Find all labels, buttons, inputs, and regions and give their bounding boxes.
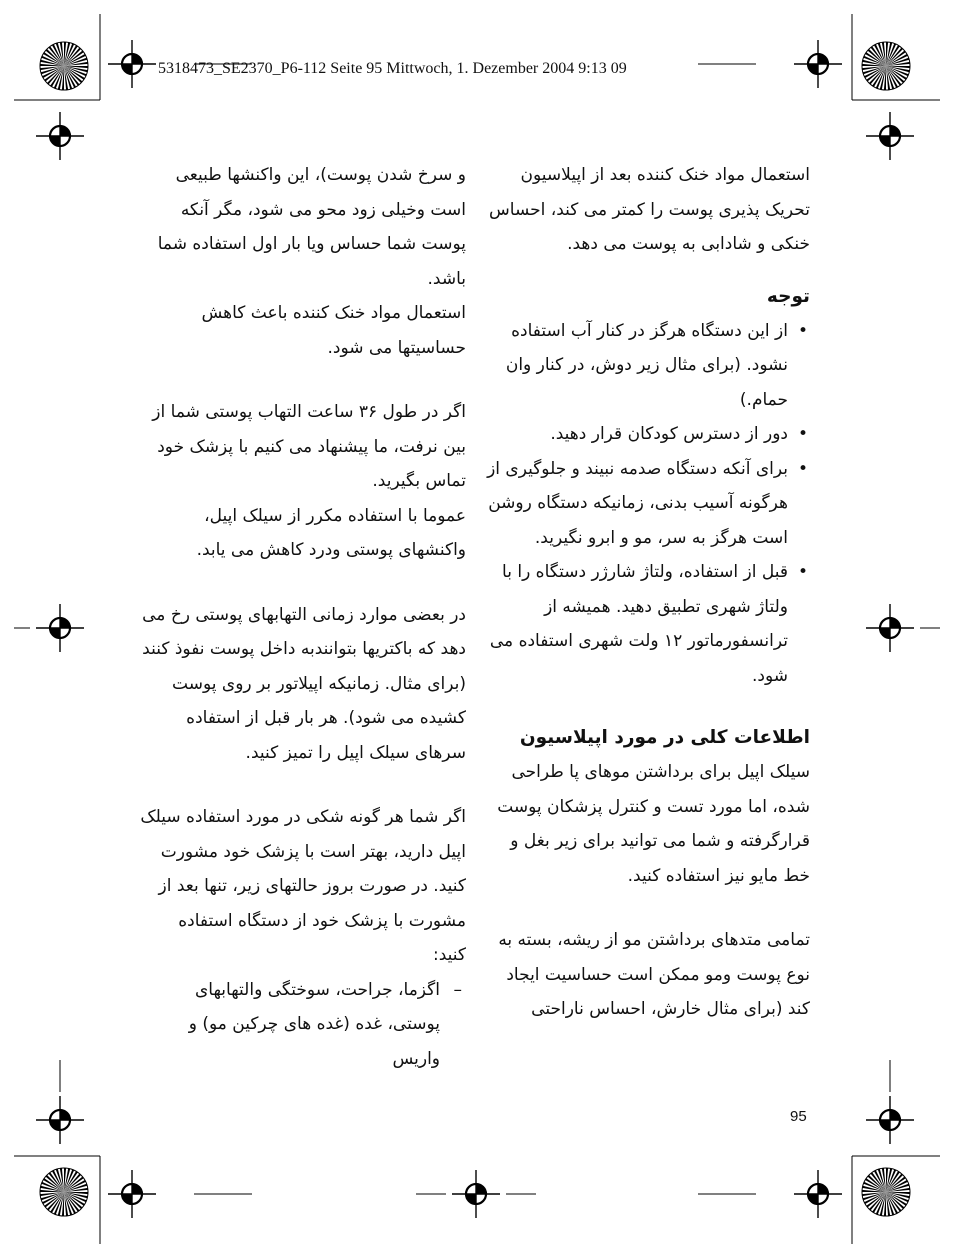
registration-mark-right-mid [866, 604, 914, 652]
body-paragraph: در بعضی موارد زمانی التهابهای پوستی رخ می دهد که باکتریها بتوانندبه داخل پوست نفوذ کنند (برای مثال. زمانیکه اپیلاتور بر روی پوست کشیده می شود). هر بار قبل از استفاده سرهای سیلک اپیل را تمیز کنید. [142, 604, 466, 763]
registration-mark-left-top [36, 112, 84, 160]
registration-mark-bottom-1 [108, 1170, 156, 1218]
contraindication-dash-list [140, 973, 466, 1077]
registration-mark-left-mid [36, 604, 84, 652]
body-paragraph: استعمال مواد خنک کننده باعث کاهش حساسیتها می شود. [201, 303, 466, 358]
body-paragraph: اگر در طول ۳۶ ساعت التهاب پوستی شما از بین نرفت، ما پیشنهاد می کنیم با پزشک خود تماس بگیرید. [152, 402, 466, 491]
body-paragraph: و سرخ شدن پوست)، این واکنشها طبیعی است وخیلی زود محو می شود، مگر آنکه پوست شما حساس ویا بار اول استفاده شما باشد. [157, 165, 466, 289]
notice-bullet-item: • دور از دسترس کودکان قرار دهید. [484, 417, 810, 452]
registration-mark-top-2 [794, 40, 842, 88]
starburst-mark-bottom-right [862, 1168, 910, 1216]
dash-list-item: – اگزما، جراحت، سوختگی والتهابهای پوستی، غده (غده های چرکین مو) و واریس [140, 973, 466, 1077]
registration-mark-bottom-center [452, 1170, 500, 1218]
starburst-mark-top-right [862, 42, 910, 90]
left-column [140, 158, 466, 1076]
general-info-paragraph: سیلک اپیل برای برداشتن موهای پا طراحی شده، اما مورد تست و کنترل پزشکان پوست قرارگرفته و شما می توانید برای زیر بغل و خط مایو نیز استفاده کنید. [497, 762, 810, 886]
starburst-mark-top-left [40, 42, 88, 90]
notice-bullet-item: • از این دستگاه هرگز در کنار آب استفاده نشود. (برای مثال زیر دوش، در کنار وان حمام.) [484, 314, 810, 418]
general-info-heading: اطلاعات کلی در مورد اپیلاسیون [519, 727, 810, 748]
registration-mark-top-1 [108, 40, 156, 88]
right-column [484, 158, 810, 1027]
notice-bullet-list [484, 314, 810, 694]
body-paragraph: اگر شما هر گونه شکی در مورد استفاده سیلک اپیل دارید، بهتر است با پزشک خود مشورت کنید. در صورت بروز حالتهای زیر، تنها بعد از مشورت با پزشک خود از دستگاه استفاده کنید: [140, 807, 466, 965]
notice-bullet-item: • برای آنکه دستگاه صدمه نبیند و جلوگیری از هرگونه آسیب بدنی، زمانیکه دستگاه روشن است هرگز به سر، مو و ابرو نگیرید. [484, 452, 810, 556]
cooling-intro-paragraph: استعمال مواد خنک کننده بعد از اپیلاسیون تحریک پذیری پوست را کمتر می کند، احساس خنکی و شادابی به پوست می دهد. [489, 165, 810, 254]
print-header-line: 5318473_SE2370_P6-112 Seite 95 Mittwoch, 1. Dezember 2004 9:13 09 [158, 60, 627, 77]
notice-bullet-item: • قبل از استفاده، ولتاژ شارژر دستگاه را با ولتاژ شهری تطبیق دهید. همیشه از ترانسفورماتور ۱۲ ولت شهری استفاده می شود. [484, 555, 810, 693]
starburst-mark-bottom-left [40, 1168, 88, 1216]
page-number: 95 [790, 1108, 807, 1125]
body-paragraph: عموما با استفاده مکرر از سیلک اپیل، واکنشهای پوستی ودرد کاهش می یابد. [196, 505, 466, 560]
general-info-paragraph: تمامی متدهای برداشتن مو از ریشه، بسته به نوع پوست ومو ممکن است حساسیت ایجاد کند (برای مثال خارش، احساس ناراحتی [498, 930, 810, 1019]
registration-mark-right-bottom [866, 1096, 914, 1144]
registration-mark-bottom-2 [794, 1170, 842, 1218]
registration-mark-left-bottom [36, 1096, 84, 1144]
notice-heading: توجه [766, 285, 810, 307]
registration-mark-right-top [866, 112, 914, 160]
